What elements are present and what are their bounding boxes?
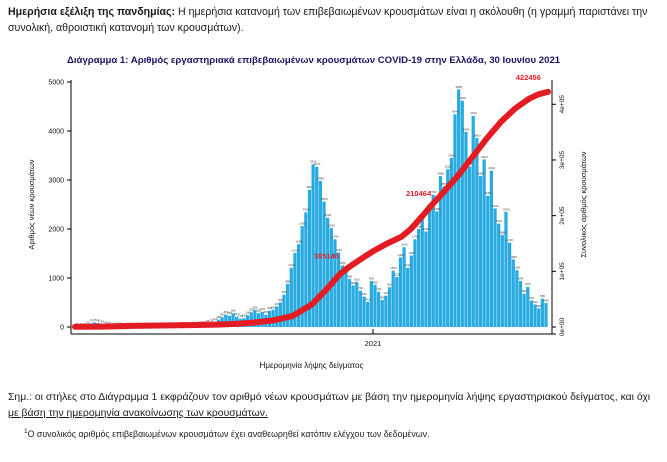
daily-cases-bar [417,229,420,327]
chart-title: Διάγραμμα 1: Αριθμός εργαστηριακά επιβεβαιωμένων κρουσμάτων COVID-19 στην Ελλάδα, 30 Ιουνίου 2021 [67,55,561,66]
cumulative-annotation: 105146 [313,251,339,261]
daily-cases-bar [352,285,355,327]
daily-cases-bar [483,159,486,327]
daily-cases-bar [453,114,456,327]
svg-text:2021: 2021 [364,339,382,348]
svg-text:55: 55 [100,319,104,324]
svg-text:3270: 3270 [466,162,474,167]
daily-cases-bar [373,285,376,327]
daily-cases-bar [497,224,500,327]
svg-text:12: 12 [122,321,126,326]
svg-text:2210: 2210 [419,214,426,219]
daily-cases-bar [493,208,496,327]
svg-text:250: 250 [223,310,229,315]
svg-text:1630: 1630 [400,242,408,247]
daily-cases-bar [523,294,526,327]
svg-text:3980: 3980 [462,127,470,132]
svg-text:38: 38 [198,320,203,325]
daily-cases-bar [519,281,522,327]
svg-text:5000: 5000 [48,79,64,87]
svg-text:2420: 2420 [491,203,499,208]
intro-lead: Ημερήσια εξέλιξη της πανδημίας: [8,6,176,18]
svg-text:510: 510 [365,297,371,302]
svg-text:1190: 1190 [342,264,350,269]
svg-text:150: 150 [216,315,222,320]
note-line2-underlined: με βάση την ημερομηνία ανακοίνωσης των κρουσμάτων. [8,407,268,419]
svg-text:4340: 4340 [451,109,459,114]
svg-text:18: 18 [177,321,181,326]
footnote [24,428,654,439]
svg-text:12: 12 [162,321,166,326]
svg-text:12: 12 [133,321,137,326]
svg-text:3e+05: 3e+05 [559,150,566,170]
svg-text:30: 30 [107,320,112,325]
daily-cases-bar [544,303,547,327]
svg-text:3190: 3190 [488,166,495,171]
svg-text:880: 880 [285,279,291,284]
svg-text:10: 10 [140,321,144,326]
chart-svg [20,72,630,372]
svg-text:15: 15 [166,321,170,326]
svg-text:1950: 1950 [422,226,430,231]
svg-text:940: 940 [518,276,524,281]
svg-text:2700: 2700 [430,190,437,195]
footnote-number: 1 [24,428,28,435]
svg-text:35: 35 [86,320,90,325]
svg-text:2980: 2980 [317,176,324,181]
svg-text:2800: 2800 [306,185,314,190]
daily-cases-bar [501,235,504,327]
svg-text:1720: 1720 [506,238,514,243]
svg-text:420: 420 [274,301,280,306]
svg-text:3450: 3450 [448,153,455,158]
svg-text:16: 16 [126,321,130,326]
svg-text:2110: 2110 [495,219,503,224]
svg-text:110: 110 [212,317,218,322]
svg-text:2350: 2350 [502,207,510,212]
svg-text:3080: 3080 [477,171,485,176]
svg-text:2230: 2230 [324,213,332,218]
svg-text:3080: 3080 [437,171,445,176]
svg-text:8: 8 [145,322,147,327]
svg-text:14: 14 [136,321,141,326]
daily-cases-bar [381,300,384,327]
svg-text:18: 18 [115,321,119,326]
daily-cases-bar [279,303,282,328]
svg-text:3420: 3420 [480,154,488,159]
daily-cases-bar [468,167,471,327]
svg-text:850: 850 [350,280,356,285]
svg-text:2000: 2000 [415,224,423,229]
svg-text:22: 22 [111,321,115,326]
svg-text:24: 24 [180,321,185,326]
svg-text:3320: 3320 [309,159,317,164]
cumulative-annotation: 422456 [515,73,541,83]
svg-text:1420: 1420 [397,252,404,257]
daily-cases-bar [435,211,438,327]
svg-text:2870: 2870 [440,181,448,186]
svg-text:490: 490 [543,298,549,303]
svg-text:0e+00: 0e+00 [559,317,566,337]
svg-text:1460: 1460 [408,250,415,255]
svg-text:4000: 4000 [48,128,64,136]
svg-text:230: 230 [227,311,233,316]
daily-cases-bar [326,218,329,327]
svg-text:210: 210 [234,312,240,317]
svg-text:500: 500 [278,297,284,302]
svg-text:1520: 1520 [335,247,343,252]
svg-text:240: 240 [245,310,251,315]
svg-text:460: 460 [532,299,538,304]
svg-text:2360: 2360 [433,206,441,211]
daily-cases-bar [330,228,333,327]
svg-text:4e+05: 4e+05 [559,95,566,114]
svg-text:620: 620 [361,292,367,297]
svg-text:350: 350 [252,305,258,310]
svg-text:10: 10 [129,321,134,326]
svg-text:280: 280 [230,308,236,313]
chart-figure [20,72,630,372]
svg-text:2000: 2000 [48,226,64,234]
svg-text:180: 180 [241,313,247,318]
svg-text:1250: 1250 [339,261,346,266]
svg-text:170: 170 [238,314,244,319]
bars-group [75,89,548,327]
svg-text:1160: 1160 [513,265,521,270]
svg-text:52: 52 [202,319,206,324]
svg-text:95: 95 [93,317,97,322]
daily-cases-bar [322,202,325,327]
svg-text:22: 22 [187,321,192,326]
svg-text:1e+05: 1e+05 [559,262,566,281]
svg-text:300: 300 [248,307,254,312]
daily-cases-bar [472,116,475,327]
daily-cases-bar [424,231,427,327]
svg-text:80: 80 [96,318,101,323]
svg-text:5: 5 [75,322,78,327]
svg-text:12: 12 [82,321,86,326]
svg-text:3000: 3000 [48,177,64,185]
y-axis-left-label: Αριθμός νέων κρουσμάτων [27,159,36,250]
svg-text:1880: 1880 [499,230,506,235]
svg-text:4850: 4850 [455,84,463,89]
svg-text:13: 13 [155,321,159,326]
svg-text:810: 810 [387,282,393,287]
svg-text:1210: 1210 [288,263,295,268]
svg-text:1380: 1380 [510,254,517,259]
daily-cases-bar [370,281,373,327]
svg-text:75: 75 [89,318,94,323]
svg-text:3220: 3220 [444,164,452,169]
daily-cases-bar [406,268,409,327]
daily-cases-bar [533,304,536,327]
daily-cases-bar [530,301,533,327]
svg-text:78: 78 [209,318,214,323]
svg-text:1510: 1510 [291,248,299,253]
svg-text:940: 940 [369,276,375,281]
svg-text:14: 14 [173,321,177,326]
svg-text:310: 310 [259,307,265,312]
daily-cases-bar [348,279,351,327]
svg-text:8: 8 [79,322,82,327]
svg-text:330: 330 [267,306,273,311]
cumulative-annotation: 210464 [406,188,432,198]
svg-text:4620: 4620 [459,96,466,101]
svg-text:11: 11 [151,321,155,326]
svg-text:2020: 2020 [328,223,335,228]
y-axis-right-label: Συνολικός αριθμός κρουσμάτων [579,151,588,258]
svg-text:200: 200 [219,312,225,317]
intro-paragraph [8,4,660,37]
svg-text:3860: 3860 [473,133,481,138]
daily-cases-bar [504,212,507,327]
daily-cases-bar [384,296,387,327]
x-axis-label: Ημερομηνία λήψης δείγματος [259,361,364,370]
svg-text:65: 65 [206,319,210,324]
svg-text:1790: 1790 [411,234,419,239]
svg-text:2560: 2560 [320,196,328,201]
svg-text:380: 380 [536,303,542,308]
svg-text:40: 40 [104,320,108,325]
svg-text:1690: 1690 [295,239,303,244]
svg-text:1790: 1790 [331,234,339,239]
svg-text:350: 350 [270,305,276,310]
svg-text:32: 32 [195,320,199,325]
svg-text:980: 980 [347,274,353,279]
svg-text:660: 660 [281,290,287,295]
svg-text:680: 680 [521,289,527,294]
svg-text:26: 26 [191,321,195,326]
daily-cases-bar [392,271,395,327]
svg-text:2e+05: 2e+05 [559,206,566,225]
intro-rest: Η ημερήσια κατανομή των επιβεβαιωμένων κρουσμάτων είναι η ακόλουθη (η γραμμή παριστάνει την συνολική, αθροιστική κατανομή των κρουσμάτων). [8,6,648,35]
daily-cases-bar [432,195,435,327]
svg-text:1150: 1150 [390,266,397,271]
svg-text:2420: 2420 [426,203,434,208]
daily-cases-bar [359,291,362,327]
svg-text:580: 580 [540,293,546,298]
svg-text:15: 15 [118,321,123,326]
svg-text:1000: 1000 [48,275,64,283]
svg-text:3270: 3270 [313,162,321,167]
note-paragraph [8,390,663,421]
svg-text:10: 10 [169,321,174,326]
svg-text:2680: 2680 [484,191,492,196]
svg-text:2060: 2060 [299,221,306,226]
daily-cases-bar [399,257,402,327]
svg-text:10: 10 [158,321,163,326]
svg-text:1210: 1210 [404,263,412,268]
daily-cases-bar [395,277,398,327]
svg-text:820: 820 [525,282,531,287]
svg-text:280: 280 [256,308,262,313]
svg-text:250: 250 [263,310,269,315]
daily-cases-bar [479,176,482,327]
svg-text:540: 540 [529,295,535,300]
svg-text:9: 9 [148,321,151,326]
svg-text:720: 720 [376,287,382,292]
daily-cases-bar [461,101,464,327]
svg-text:550: 550 [379,295,385,300]
svg-text:740: 740 [358,286,364,291]
svg-text:30: 30 [184,320,188,325]
svg-text:1020: 1020 [393,272,401,277]
svg-text:0: 0 [60,324,64,332]
daily-cases-bar [421,219,424,327]
daily-cases-bar [537,308,540,327]
svg-text:4310: 4310 [470,111,477,116]
daily-cases-bar [457,89,460,327]
daily-cases-bar [486,196,489,327]
daily-cases-bar [366,302,369,327]
daily-cases-bar [475,138,478,327]
svg-text:2340: 2340 [302,207,310,212]
daily-cases-bar [402,247,405,327]
footnote-text: Ο συνολικός αριθμός επιβεβαιωμένων κρουσμάτων έχει αναθεωρηθεί κατόπιν ελέγχου των δεδομένων. [27,428,430,439]
daily-cases-bar [442,186,445,327]
svg-text:860: 860 [372,280,378,285]
svg-text:920: 920 [354,277,360,282]
svg-text:640: 640 [383,291,389,296]
note-line1: Σημ.: οι στήλες στο Διάγραμμα 1 εκφράζουν τον αριθμό νέων κρουσμάτων με βάση την ημερομηνία λήψης εργαστηριακού δείγματος, και όχι [8,392,651,403]
